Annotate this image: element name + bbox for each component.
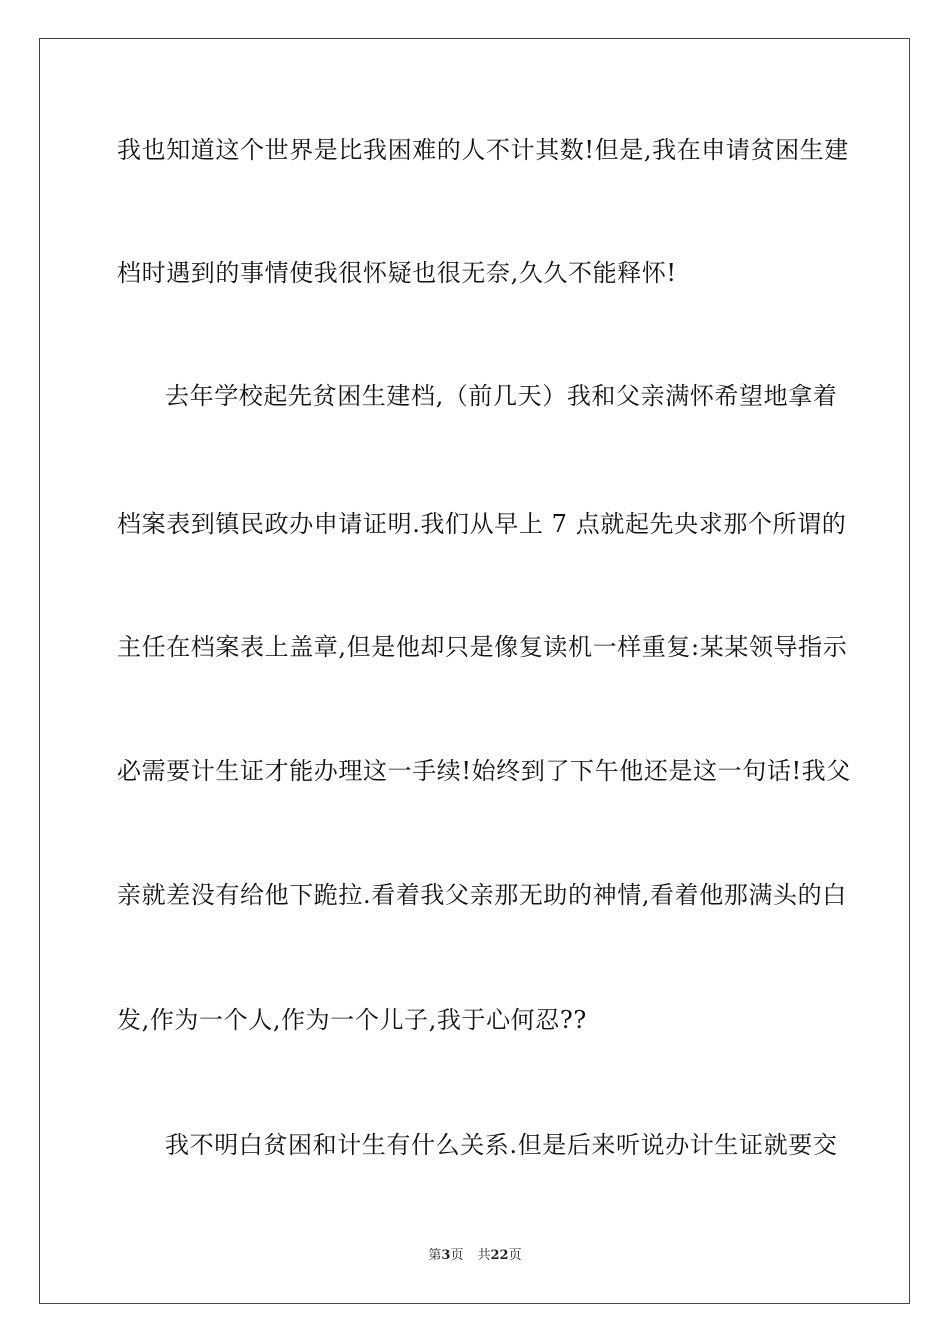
- paragraph-1-line-1: 我也知道这个世界是比我困难的人不计其数!但是,我在申请贫困生建: [117, 136, 849, 164]
- total-suffix: 页: [508, 1248, 522, 1263]
- paragraph-2-line-1: 去年学校起先贫困生建档,（前几天）我和父亲满怀希望地拿着: [165, 382, 838, 410]
- total-pages: 22: [490, 1248, 509, 1263]
- page-prefix: 第: [428, 1248, 442, 1263]
- paragraph-2-line-4: 必需要计生证才能办理这一手续!始终到了下午他还是这一句话!我父: [117, 757, 851, 785]
- page-suffix: 页: [450, 1248, 464, 1263]
- total-prefix: 共: [477, 1248, 491, 1263]
- paragraph-1-line-2: 档时遇到的事情使我很怀疑也很无奈,久久不能释怀!: [117, 259, 677, 287]
- paragraph-2-line-3: 主任在档案表上盖章,但是他却只是像复读机一样重复:某某领导指示: [117, 633, 848, 661]
- paragraph-2-line-5: 亲就差没有给他下跪拉.看着我父亲那无助的神情,看着他那满头的白: [117, 881, 847, 909]
- page-number: 3: [441, 1248, 451, 1263]
- paragraph-3-line-1: 我不明白贫困和计生有什么关系.但是后来听说办计生证就要交: [165, 1131, 838, 1159]
- paragraph-2-line-6: 发,作为一个人,作为一个儿子,我于心何忍??: [117, 1006, 587, 1034]
- page-border: [39, 38, 910, 1304]
- paragraph-2-line-2: 档案表到镇民政办申请证明.我们从早上 7 点就起先央求那个所谓的: [117, 510, 847, 538]
- page-footer: [0, 1248, 950, 1264]
